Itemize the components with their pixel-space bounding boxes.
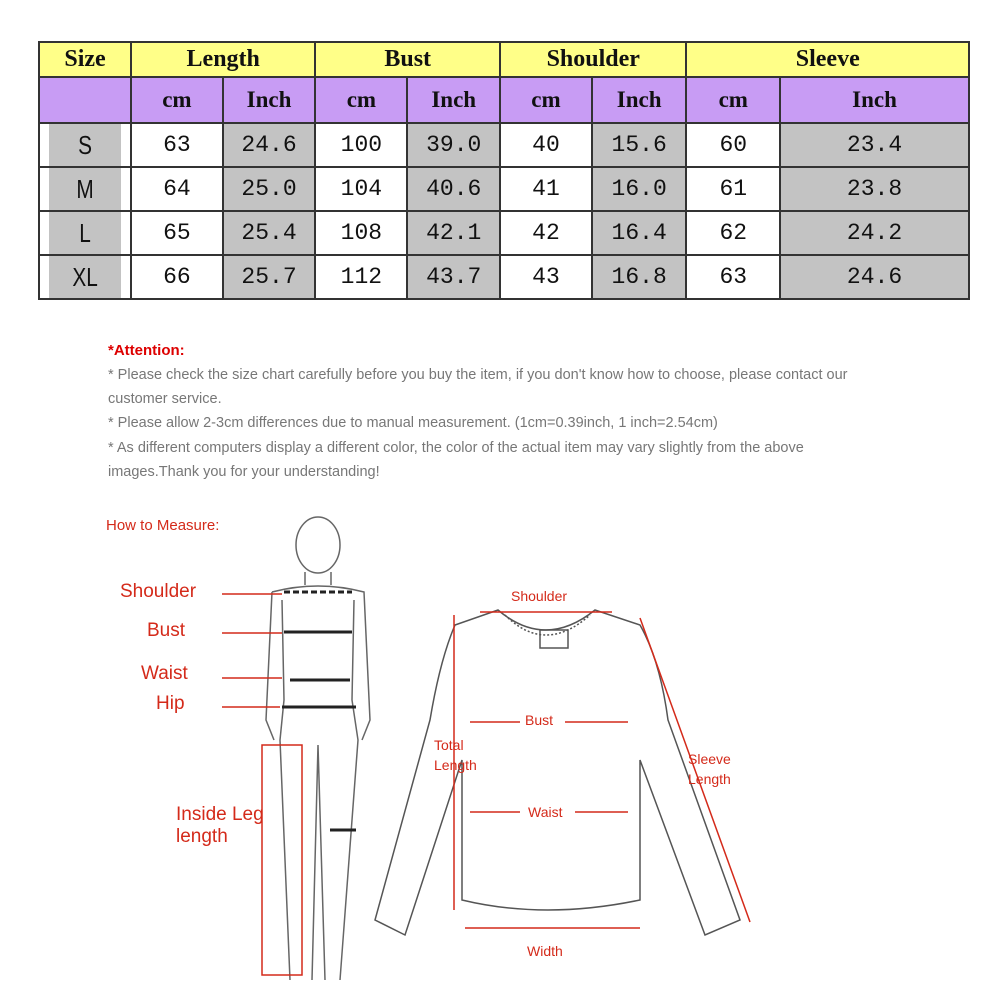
value-cell: 43	[500, 255, 592, 299]
value-cell: 40	[500, 123, 592, 167]
size-cell: XL	[48, 255, 122, 299]
label-bust: Bust	[147, 620, 186, 641]
body-pointer-lines	[222, 594, 302, 975]
value-cell: 15.6	[592, 123, 687, 167]
group-header: Sleeve	[686, 42, 969, 77]
shirt-label-waist: Waist	[528, 804, 563, 820]
unit-header: Inch	[780, 77, 969, 123]
value-cell: 41	[500, 167, 592, 211]
value-cell: 108	[315, 211, 407, 255]
unit-header: cm	[500, 77, 592, 123]
group-header: Length	[131, 42, 315, 77]
size-header: Size	[39, 42, 131, 77]
note-line: * Please check the size chart carefully before you buy the item, if you don't know how to choose, please contact our customer service.	[108, 367, 848, 407]
unit-header: Inch	[223, 77, 316, 123]
shirt-label-width: Width	[527, 943, 563, 959]
value-cell: 64	[131, 167, 223, 211]
value-cell: 23.4	[780, 123, 969, 167]
group-header: Bust	[315, 42, 500, 77]
shirt-label-bust: Bust	[525, 712, 554, 728]
value-cell: 23.8	[780, 167, 969, 211]
value-cell: 60	[686, 123, 780, 167]
value-cell: 61	[686, 167, 780, 211]
shirt-label-sleeve-length: Sleeve Length	[688, 751, 731, 787]
attention-title: *Attention:	[108, 342, 185, 359]
value-cell: 43.7	[407, 255, 500, 299]
value-cell: 42	[500, 211, 592, 255]
label-waist: Waist	[141, 663, 188, 684]
size-cell: S	[48, 123, 122, 167]
value-cell: 104	[315, 167, 407, 211]
value-cell: 25.7	[223, 255, 316, 299]
note-line: * As different computers display a different color, the color of the actual item may vary slightly from the above images.Thank you for your understanding!	[108, 440, 804, 480]
note-line: * Please allow 2-3cm differences due to manual measurement. (1cm=0.39inch, 1 inch=2.54cm)	[108, 415, 718, 431]
value-cell: 42.1	[407, 211, 500, 255]
label-hip: Hip	[156, 693, 185, 714]
value-cell: 66	[131, 255, 223, 299]
size-cell: M	[48, 167, 122, 211]
shirt-label-total-length: Total Length	[434, 737, 477, 773]
unit-header: Inch	[407, 77, 500, 123]
label-inside-leg: Inside Leg length	[176, 804, 264, 847]
how-to-measure-title: How to Measure:	[106, 517, 220, 534]
value-cell: 25.4	[223, 211, 316, 255]
value-cell: 16.4	[592, 211, 687, 255]
value-cell: 65	[131, 211, 223, 255]
shirt-outline	[375, 610, 740, 935]
value-cell: 39.0	[407, 123, 500, 167]
value-cell: 63	[686, 255, 780, 299]
unit-header: cm	[686, 77, 780, 123]
value-cell: 63	[131, 123, 223, 167]
value-cell: 24.6	[780, 255, 969, 299]
value-cell: 16.8	[592, 255, 687, 299]
value-cell: 100	[315, 123, 407, 167]
value-cell: 62	[686, 211, 780, 255]
value-cell: 16.0	[592, 167, 687, 211]
size-cell: L	[48, 211, 122, 255]
woman-figure	[266, 517, 370, 980]
label-shoulder: Shoulder	[120, 581, 197, 602]
value-cell: 24.2	[780, 211, 969, 255]
shirt-label-shoulder: Shoulder	[511, 588, 568, 604]
group-header: Shoulder	[500, 42, 686, 77]
unit-header: cm	[315, 77, 407, 123]
unit-header: cm	[131, 77, 223, 123]
value-cell: 112	[315, 255, 407, 299]
unit-header: Inch	[592, 77, 687, 123]
value-cell: 40.6	[407, 167, 500, 211]
value-cell: 24.6	[223, 123, 316, 167]
value-cell: 25.0	[223, 167, 316, 211]
